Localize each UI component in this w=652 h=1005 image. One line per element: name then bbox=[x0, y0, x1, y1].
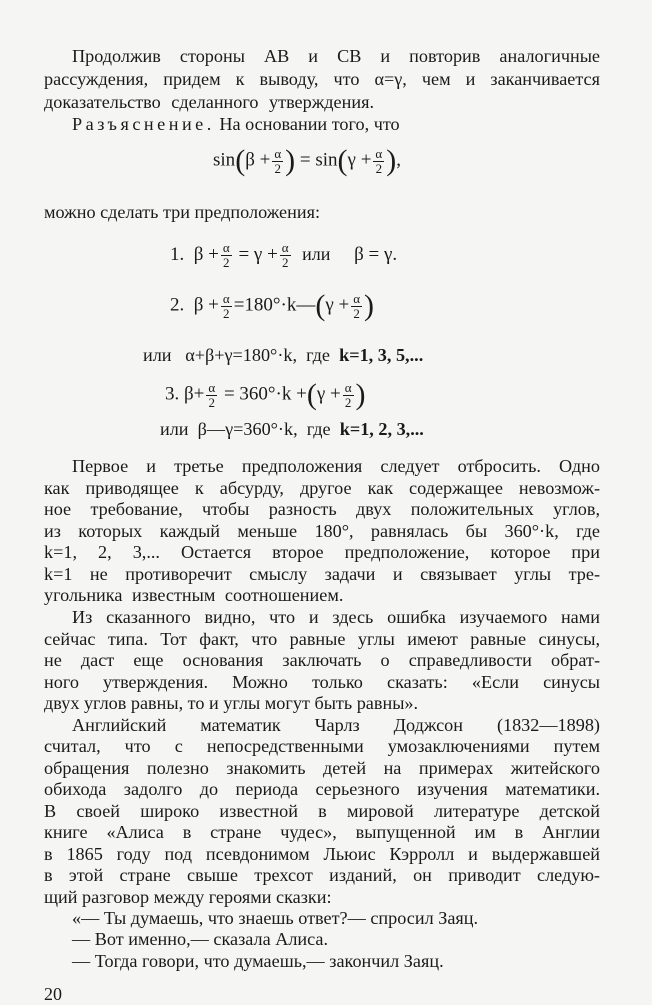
equation-term: β + bbox=[245, 149, 271, 171]
explanation-line bbox=[72, 113, 400, 135]
text-line: k=1 не противоречит смыслу задачи и связывает углы тре- bbox=[44, 563, 600, 584]
text-line: из которых каждый меньше 180°, равнялась бы 360°·k, где bbox=[44, 520, 600, 541]
text-line: ного утверждения. Можно только сказать: «Если синусы bbox=[44, 671, 600, 692]
text-line: Первое и третье предположения следует отбросить. Одно bbox=[72, 456, 600, 476]
equals-sign: = bbox=[299, 149, 311, 171]
case-3-alternative: или β—γ=360°·k, где k=1, 2, 3,... bbox=[160, 419, 424, 439]
text-line: можно сделать три предположения: bbox=[44, 202, 320, 222]
dialog-line: «— Ты думаешь, что знаешь ответ?— спросил Заяц. bbox=[72, 907, 479, 928]
explanation-text: На основании того, что bbox=[219, 114, 400, 134]
text-line: Из сказанного видно, что и здесь ошибка изучаемого нами bbox=[72, 606, 600, 627]
explanation-heading: Разъяснение. bbox=[72, 114, 215, 134]
case-2-equation: 2. β + $\frac{\alpha}{2}$ =180°·k—(γ + $\frac{\alpha}{2}$ ) bbox=[170, 289, 375, 322]
equation-main: sin(β + $\frac{\alpha}{2}$ ) = sin(γ + $\frac{\alpha}{2}$ ), bbox=[213, 144, 401, 177]
text-line: щий разговор между героями сказки: bbox=[44, 886, 332, 907]
sin-function: sin bbox=[213, 149, 236, 171]
text-line: Английский математик Чарлз Доджсон (1832—1898) bbox=[72, 714, 600, 735]
text-line: считал, что с непосредственными умозаключениями путем bbox=[44, 735, 600, 756]
dialog-line: — Тогда говори, что думаешь,— закончил Заяц. bbox=[72, 950, 444, 971]
text-line: угольника известным соотношением. bbox=[44, 584, 344, 605]
text-line: Продолжив стороны AB и CB и повторив аналогичные bbox=[72, 46, 600, 66]
text-line: не даст еще основания заключать о справедливости обрат- bbox=[44, 649, 600, 670]
text-line: книге «Алиса в стране чудес», выпущенной им в Англии bbox=[44, 821, 600, 842]
text-line: обращения полезно знакомить детей на примерах житейского bbox=[44, 757, 600, 778]
text-line: сейчас типа. Тот факт, что равные углы имеют равные синусы, bbox=[44, 628, 600, 649]
equation-term: γ + bbox=[347, 149, 372, 171]
fraction: $\frac{\alpha}{2}$ bbox=[274, 145, 282, 176]
text-line: В своей широко известной в мировой литературе детской bbox=[44, 800, 600, 821]
dialog-line: — Вот именно,— сказала Алиса. bbox=[72, 929, 329, 950]
text-line: k=1, 2, 3,... Остается второе предположение, которое при bbox=[44, 541, 600, 562]
text-line: как приводящее к абсурду, другое как содержащее невозмож- bbox=[44, 477, 600, 498]
fraction: $\frac{\alpha}{2}$ bbox=[375, 145, 383, 176]
text-line: в 1865 году под псевдонимом Льюис Кэрролл и выдержавшей bbox=[44, 843, 600, 864]
text-line: в этой стране свыше трехсот изданий, он приводит следую- bbox=[44, 864, 600, 885]
page-number: 20 bbox=[44, 983, 62, 1004]
text-line: рассуждения, придем к выводу, что α=γ, чем и заканчивается bbox=[44, 69, 600, 89]
case-1-equation: 1. β + $\frac{\alpha}{2}$ = γ + $\frac{\alpha}{2}$ или β = γ. bbox=[170, 240, 398, 270]
case-2-alternative: или α+β+γ=180°·k, где k=1, 3, 5,... bbox=[143, 345, 424, 365]
text-line: ное требование, чтобы разность двух положительных углов, bbox=[44, 498, 600, 519]
text-line: двух углов равны, то и углы могут быть равны». bbox=[44, 692, 419, 713]
text-line: обихода задолго до периода серьезного изучения математики. bbox=[44, 778, 600, 799]
sin-function: sin bbox=[315, 149, 338, 171]
case-3-equation: 3. β+ $\frac{\alpha}{2}$ = 360°·k +(γ + $\frac{\alpha}{2}$ ) bbox=[165, 378, 366, 411]
text-line: доказательство сделанного утверждения. bbox=[44, 92, 374, 112]
